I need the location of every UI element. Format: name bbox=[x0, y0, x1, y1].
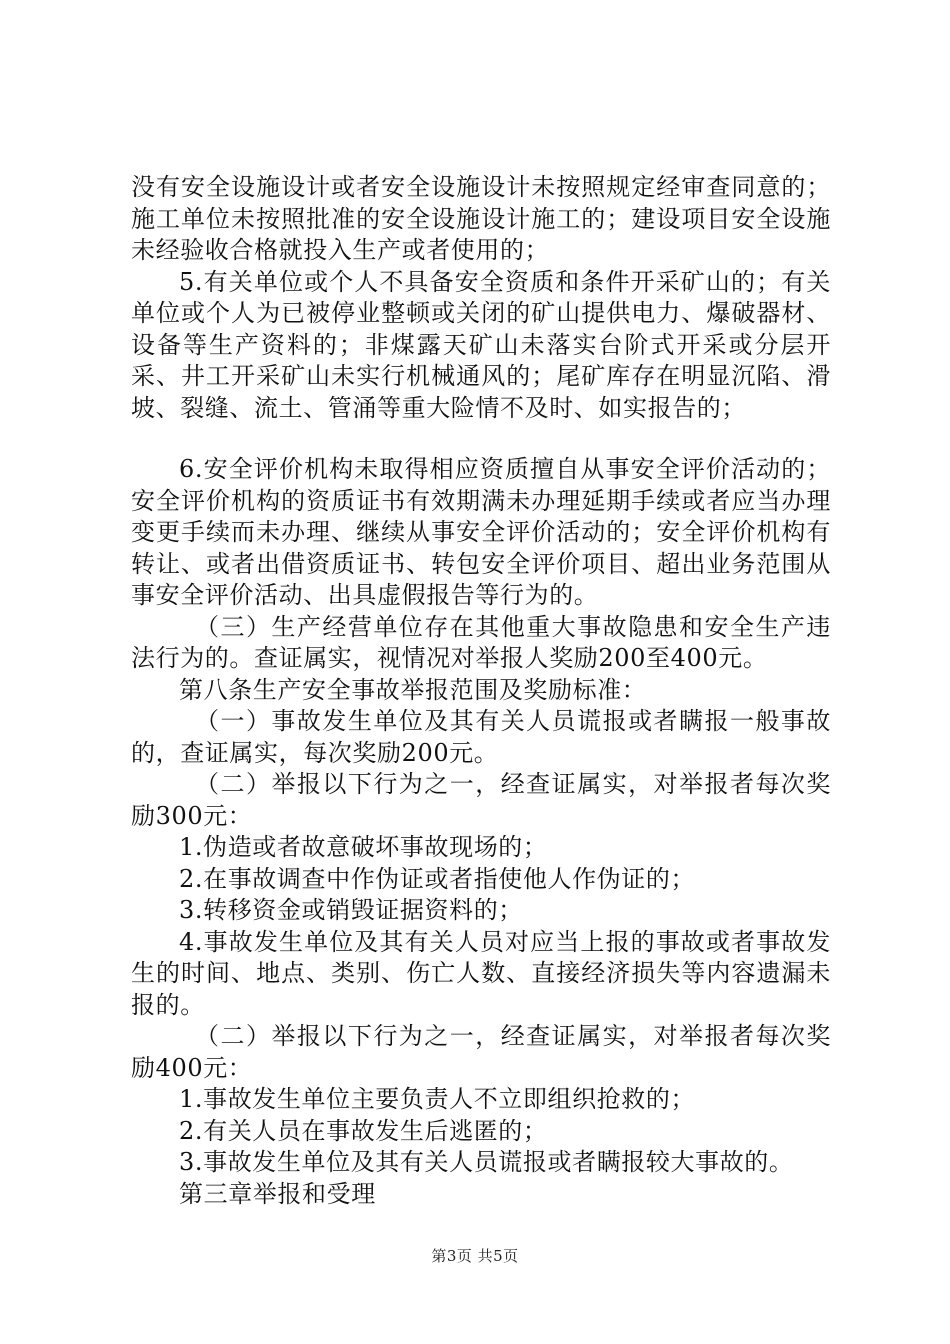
article-eight-heading: 第八条生产安全事故举报范围及奖励标准： bbox=[179, 675, 647, 704]
paragraph-item-6-safety-evaluation: 6.安全评价机构未取得相应资质擅自从事安全评价活动的；安全评价机构的资质证书有效期满未办理延期手续或者应当办理变更手续而未办理、继续从事安全评价活动的；安全评价机构有转让、或者出借资质证书、转包安全评价项目、超出业务范围从事安全评价活动、出具虚假报告等行为的。 bbox=[131, 455, 831, 609]
chapter-three-heading: 第三章举报和受理 bbox=[179, 1179, 376, 1208]
list-item-transfer-funds: 3.转移资金或销毁证据资料的； bbox=[179, 896, 523, 924]
list-item-omission-report: 4.事故发生单位及其有关人员对应当上报的事故或者事故发生的时间、地点、类别、伤亡人数、直接经济损失等内容遗漏未报的。 bbox=[131, 927, 831, 1019]
paragraph-section-two-reward-400: （二）举报以下行为之一，经查证属实，对举报者每次奖励400元： bbox=[131, 1022, 831, 1082]
list-item-conceal-major-accident: 3.事故发生单位及其有关人员谎报或者瞒报较大事故的。 bbox=[179, 1148, 794, 1176]
paragraph-section-three-other-hazards: （三）生产经营单位存在其他重大事故隐患和安全生产违法行为的。查证属实，视情况对举报人奖励200至400元。 bbox=[131, 612, 831, 672]
list-item-escape: 2.有关人员在事故发生后逃匿的； bbox=[179, 1116, 548, 1145]
page-number-footer: 第3页 共5页 bbox=[431, 1247, 519, 1265]
document-body bbox=[131, 172, 831, 1210]
paragraph-section-two-reward-300: （二）举报以下行为之一，经查证属实，对举报者每次奖励300元： bbox=[131, 770, 831, 830]
paragraph-section-one-general-accident: （一）事故发生单位及其有关人员谎报或者瞒报一般事故的，查证属实，每次奖励200元。 bbox=[131, 707, 831, 767]
list-item-forge-scene: 1.伪造或者故意破坏事故现场的； bbox=[179, 833, 548, 861]
list-item-false-testimony: 2.在事故调查中作伪证或者指使他人作伪证的； bbox=[179, 864, 696, 893]
paragraph-safety-facility-design: 没有安全设施设计或者安全设施设计未按照规定经审查同意的；施工单位未按照批准的安全设施设计施工的；建设项目安全设施未经验收合格就投入生产或者使用的； bbox=[131, 173, 831, 264]
paragraph-item-5-mining-qualification: 5.有关单位或个人不具备安全资质和条件开采矿山的；有关单位或个人为已被停业整顿或关闭的矿山提供电力、爆破器材、设备等生产资料的；非煤露天矿山未落实台阶式开采或分层开采、井工开采矿山未实行机械通风的；尾矿库存在明显沉陷、滑坡、裂缝、流土、管涌等重大险情不及时、如实报告的； bbox=[131, 267, 831, 422]
list-item-no-rescue: 1.事故发生单位主要负责人不立即组织抢救的； bbox=[179, 1085, 696, 1113]
paragraph-spacer bbox=[131, 424, 831, 454]
